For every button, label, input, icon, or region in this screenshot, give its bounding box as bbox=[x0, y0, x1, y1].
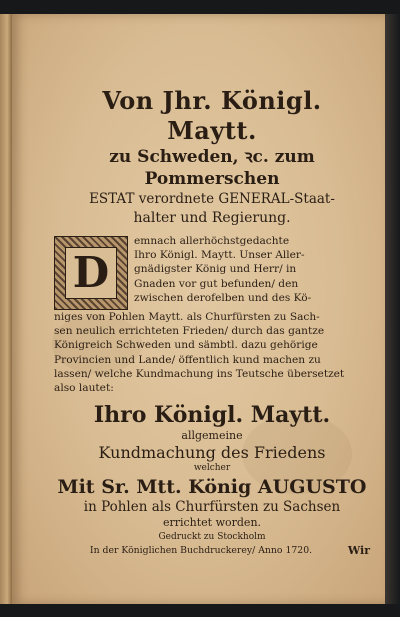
body-paragraph bbox=[54, 234, 370, 395]
previous-page-edge bbox=[0, 14, 12, 604]
heading-line-3: ESTAT verordnete GENERAL-Staat- bbox=[89, 191, 335, 207]
body-line: Königreich Schweden und sämbtl. dazu gehörige bbox=[54, 339, 318, 352]
proclamation-subtitle: allgemeine bbox=[181, 429, 243, 443]
body-line: gnädigster König und Herr/ in bbox=[134, 263, 297, 276]
body-line: lassen/ welche Kundmachung ins Teutsche übersetzet bbox=[54, 367, 345, 380]
body-line: niges von Pohlen Maytt. als Churfürsten zu Sach- bbox=[54, 311, 320, 323]
proclamation-subtitle: welcher bbox=[193, 463, 231, 474]
body-line: sen neulich errichteten Frieden/ durch das gantze bbox=[54, 325, 325, 338]
proclamation-subtitle: Kundmachung des Friedens bbox=[98, 443, 326, 463]
decorated-initial-letter: D bbox=[65, 247, 117, 299]
body-line: zwischen derofelben und des Kö- bbox=[134, 291, 312, 304]
heading-line-1: Von Jhr. Königl. Maytt. bbox=[102, 86, 322, 145]
proclamation-subtitle: errichtet worden. bbox=[162, 516, 262, 530]
body-line: Gnaden vor gut befunden/ den bbox=[134, 277, 299, 290]
body-line: also lautet: bbox=[54, 382, 114, 395]
proclamation-title: Ihro Königl. Maytt. bbox=[93, 402, 331, 429]
page-edge-shadow bbox=[385, 14, 400, 604]
heading-line-2: zu Schweden, ꝛc. zum Pommerschen bbox=[109, 147, 315, 189]
imprint-place: Gedruckt zu Stockholm bbox=[158, 532, 266, 543]
text-block bbox=[54, 86, 370, 557]
proclamation-subtitle: in Pohlen als Churfürsten zu Sachsen bbox=[83, 499, 341, 516]
body-line: Provincien und Lande/ öffentlich kund machen zu bbox=[54, 353, 321, 366]
proclamation-king-line: Mit Sr. Mtt. König AUGUSTO bbox=[57, 476, 367, 499]
imprint-line bbox=[54, 545, 370, 557]
imprint-printer: In der Königlichen Buchdruckerey/ Anno 1720. bbox=[89, 545, 313, 557]
catchword: Wir bbox=[347, 544, 370, 558]
body-line: Ihro Königl. Maytt. Unser Aller- bbox=[134, 249, 305, 262]
heading-line-4: halter und Regierung. bbox=[133, 210, 291, 226]
decorated-initial bbox=[54, 236, 128, 310]
body-line: emnach allerhöchstgedachte bbox=[134, 235, 290, 247]
document-page bbox=[12, 14, 385, 604]
